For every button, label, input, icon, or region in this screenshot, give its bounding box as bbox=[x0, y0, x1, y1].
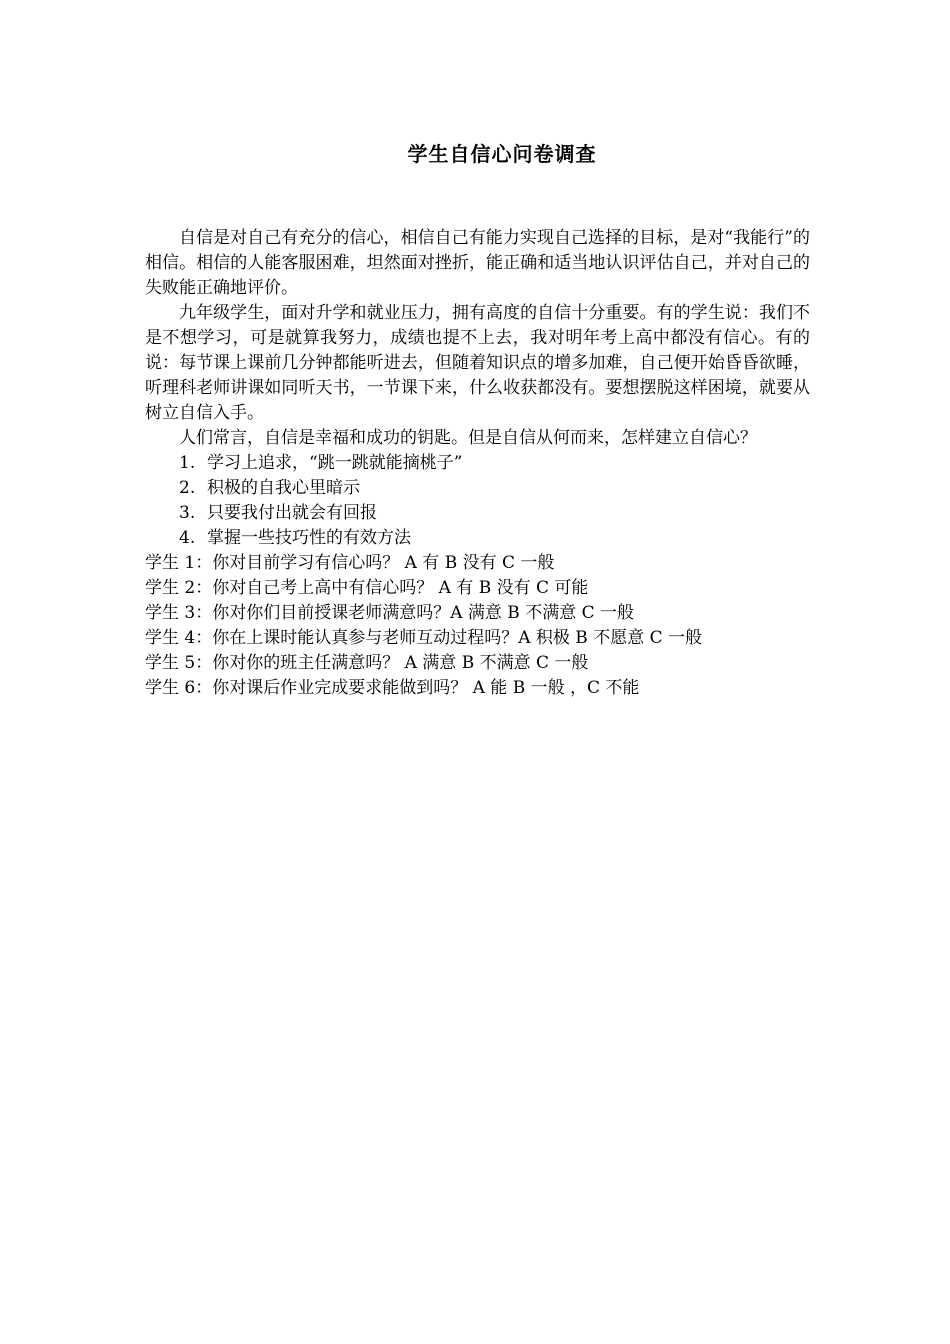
list-item bbox=[145, 476, 810, 501]
list-number: 1. bbox=[179, 453, 196, 473]
list-number: 3. bbox=[179, 503, 196, 523]
list-item bbox=[145, 526, 810, 551]
list-text: 学习上追求，“跳一跳就能摘桃子” bbox=[207, 453, 463, 473]
survey-question: 学生 5：你对你的班主任满意吗？ A 满意 B 不满意 C 一般 bbox=[145, 653, 589, 673]
survey-question: 学生 3：你对你们目前授课老师满意吗？A 满意 B 不满意 C 一般 bbox=[145, 603, 635, 623]
list-number: 2. bbox=[179, 478, 196, 498]
question-paragraph: 人们常言，自信是幸福和成功的钥匙。但是自信从何而来，怎样建立自信心？ bbox=[179, 428, 757, 448]
document-body bbox=[145, 226, 810, 701]
list-item bbox=[145, 501, 810, 526]
survey-question: 学生 2：你对自己考上高中有信心吗？ A 有 B 没有 C 可能 bbox=[145, 578, 589, 598]
method-list bbox=[145, 451, 810, 551]
survey-question: 学生 1：你对目前学习有信心吗？ A 有 B 没有 C 一般 bbox=[145, 553, 555, 573]
document-title: 学生自信心问卷调查 bbox=[407, 142, 597, 166]
background-paragraph: 九年级学生，面对升学和就业压力，拥有高度的自信十分重要。有的学生说：我们不是不想学习，可是就算我努力，成绩也提不上去，我对明年考上高中都没有信心。有的说：每节课上课前几分钟都能听进去，但随着知识点的增多加难，自己便开始昏昏欲睡，听理科老师讲课如同听天书，一节课下来，什么收获都没有。要想摆脱这样困境，就要从树立自信入手。 bbox=[145, 303, 810, 423]
list-text: 只要我付出就会有回报 bbox=[207, 503, 377, 523]
list-text: 积极的自我心里暗示 bbox=[207, 478, 360, 498]
intro-paragraph: 自信是对自己有充分的信心，相信自己有能力实现自己选择的目标，是对“我能行”的相信。相信的人能客服困难，坦然面对挫折，能正确和适当地认识评估自己，并对自己的失败能正确地评价。 bbox=[145, 228, 810, 298]
list-text: 掌握一些技巧性的有效方法 bbox=[207, 528, 411, 548]
survey-question: 学生 6：你对课后作业完成要求能做到吗？ A 能 B 一般 ，C 不能 bbox=[145, 678, 640, 698]
list-item bbox=[145, 451, 810, 476]
survey-question: 学生 4：你在上课时能认真参与老师互动过程吗？A 积极 B 不愿意 C 一般 bbox=[145, 628, 703, 648]
list-number: 4. bbox=[179, 528, 196, 548]
